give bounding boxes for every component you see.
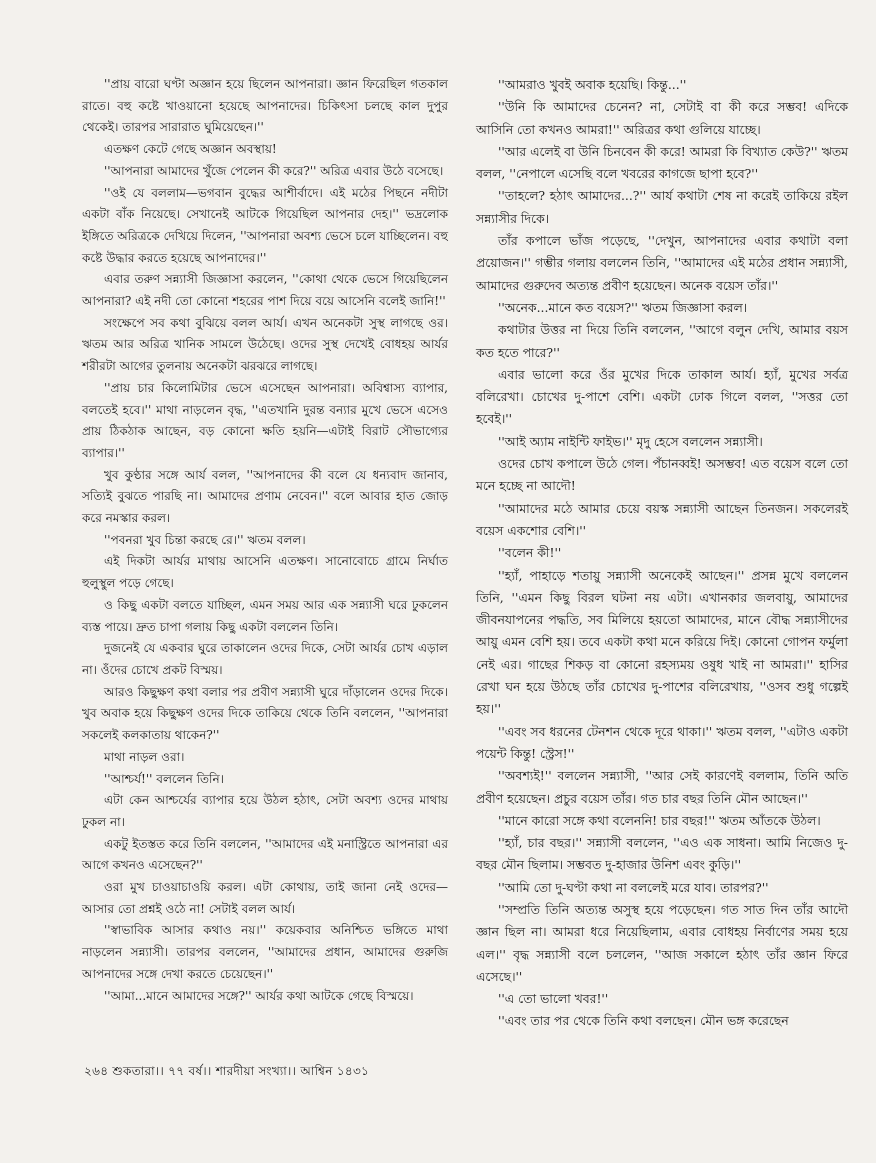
paragraph: ''প্রায় বারো ঘণ্টা অজ্ঞান হয়ে ছিলেন আপনারা। জ্ঞান ফিরেছিল গতকাল রাতে। বহু কষ্টে খাওয়ানো হয়েছে আপনাদের। চিকিৎসা চলছে কাল দুপুর থেকেই। তারপর সারারাত ঘুমিয়েছেন।'' bbox=[82, 77, 448, 135]
paragraph: ''অবশ্যই!'' বললেন সন্ন্যাসী, ''আর সেই কারণেই বললাম, তিনি অতি প্রবীণ হয়েছেন। প্রচুর বয়েস তাঁর। গত চার বছর তিনি মৌন আছেন।'' bbox=[476, 768, 848, 806]
paragraph: এবার তরুণ সন্ন্যাসী জিজ্ঞাসা করলেন, ''কোথা থেকে ভেসে গিয়েছিলেন আপনারা? এই নদী তো কোনো শহরের পাশ দিয়ে বয়ে আসেনি বলেই জানি!'' bbox=[82, 272, 448, 309]
paragraph: ''এবং সব ধরনের টেনশন থেকে দূরে থাকা।'' ঋতম বলল, ''এটাও একটা পয়েন্ট কিন্তু! স্ট্রেস!'' bbox=[476, 723, 848, 761]
paragraph: ''পবনরা খুব চিন্তা করছে রে।'' ঋতম বলল। bbox=[104, 532, 306, 547]
paragraph: এবার ভালো করে ওঁর মুখের দিকে তাকাল আর্য। হ্যাঁ, মুখের সর্বত্র বলিরেখা। চোখের দু-পাশে বেশি। একটা ঢোক গিলে বলল, ''সত্তর তো হবেই।'' bbox=[476, 366, 848, 427]
paragraph: এতক্ষণ কেটে গেছে অজ্ঞান অবস্থায়! bbox=[104, 142, 277, 157]
paragraph: ''বলেন কী!'' bbox=[498, 545, 562, 561]
paragraph: ''হ্যাঁ, চার বছর।'' সন্ন্যাসী বললেন, ''এও এক সাধনা। আমি নিজেও দু-বছর মৌন ছিলাম। সম্ভবত দু-হাজার উনিশ এবং কুড়ি।'' bbox=[476, 835, 848, 873]
paragraph: আরও কিছুক্ষণ কথা বলার পর প্রবীণ সন্ন্যাসী ঘুরে দাঁড়ালেন ওদের দিকে। খুব অবাক হয়ে কিছুক্ষণ ওদের দিকে তাকিয়ে থেকে তিনি বললেন, ''আপনারা সকলেই কলকাতায় থাকেন?'' bbox=[82, 684, 448, 743]
paragraph: ''আমা...মানে আমাদের সঙ্গে?'' আর্যর কথা আটকে গেছে বিস্ময়ে। bbox=[104, 988, 414, 1003]
paragraph: কথাটার উত্তর না দিয়ে তিনি বললেন, ''আগে বলুন দেখি, আমার বয়স কত হতে পারে?'' bbox=[476, 322, 848, 360]
paragraph: ''আপনারা আমাদের খুঁজে পেলেন কী করে?'' অরিত্র এবার উঠে বসেছে। bbox=[104, 163, 444, 178]
paragraph: তাঁর কপালে ভাঁজ পড়েছে, ''দেখুন, আপনাদের এবার কথাটা বলা প্রয়োজন।'' গম্ভীর গলায় বললেন তিনি, ''আমাদের এই মঠের প্রধান সন্ন্যাসী, আমাদের গুরুদেব অত্যন্ত প্রবীণ হয়েছেন। অনেক বয়েস তাঁর।'' bbox=[476, 233, 848, 293]
page-footer: ২৬৪ শুকতারা।। ৭৭ বর্ষ।। শারদীয়া সংখ্যা।। আশ্বিন ১৪৩১ bbox=[84, 1064, 370, 1078]
paragraph: ''স্বাভাবিক আসার কথাও নয়।'' কয়েকবার অনিশ্চিত ভঙ্গিতে মাথা নাড়লেন সন্ন্যাসী। তারপর বললেন, ''আমাদের প্রধান, আমাদের গুরুজি আপনাদের সঙ্গে দেখা করতে চেয়েছেন।'' bbox=[82, 923, 448, 981]
paragraph: ওদের চোখ কপালে উঠে গেল। পঁচানব্বই! অসম্ভব! এত বয়েস বলে তো মনে হচ্ছে না আদৌ! bbox=[476, 456, 848, 494]
paragraph: একটু ইতস্তত করে তিনি বললেন, ''আমাদের এই মনাস্ট্রিতে আপনারা এর আগে কখনও এসেছেন?'' bbox=[82, 836, 448, 873]
left-text-column bbox=[82, 74, 448, 1007]
paragraph: ''আশ্চর্য!'' বললেন তিনি। bbox=[104, 771, 224, 786]
paragraph: মাথা নাড়ল ওরা। bbox=[104, 749, 185, 764]
paragraph: খুব কুণ্ঠার সঙ্গে আর্য বলল, ''আপনাদের কী বলে যে ধন্যবাদ জানাব, সত্যিই বুঝতে পারছি না। আমাদের প্রণাম নেবেন।'' বলে আবার হাত জোড় করে নমস্কার করল। bbox=[82, 467, 448, 526]
paragraph: ''আমাদের মঠে আমার চেয়ে বয়স্ক সন্ন্যাসী আছেন তিনজন। সকলেরই বয়েস একশোর বেশি।'' bbox=[476, 500, 848, 538]
paragraph: ''প্রায় চার কিলোমিটার ভেসে এসেছেন আপনারা। অবিশ্বাস্য ব্যাপার, বলতেই হবে।'' মাথা নাড়লেন বৃদ্ধ, ''এতখানি দুরন্ত বন্যার মুখে ভেসে এসেও প্রায় ঠিকঠাক আছেন, বড় কোনো ক্ষতি হয়নি—এটাই বিরাট সৌভাগ্যের ব্যাপার।'' bbox=[82, 380, 448, 460]
paragraph: ''সম্প্রতি তিনি অত্যন্ত অসুস্থ হয়ে পড়েছেন। গত সাত দিন তাঁর আদৌ জ্ঞান ছিল না। আমরা ধরে নিয়েছিলাম, এবার বোধহয় নির্বাণের সময় হয়ে এল।'' বৃদ্ধ সন্ন্যাসী বলে চললেন, ''আজ সকালে হঠাৎ তাঁর জ্ঞান ফিরে এসেছে।'' bbox=[476, 901, 848, 984]
paragraph: ''হ্যাঁ, পাহাড়ে শতায়ু সন্ন্যাসী অনেকেই আছেন।'' প্রসন্ন মুখে বললেন তিনি, ''এমন কিছু বিরল ঘটনা নয় এটা। এখানকার জলবায়ু, আমাদের জীবনযাপনের পদ্ধতি, সব মিলিয়ে হয়তো আমাদের, মানে বৌদ্ধ সন্ন্যাসীদের আয়ু এমন বেশি হয়। তবে একটা কথা মনে করিয়ে দিই। কোনো গোপন ফর্মুলা নেই এর। গাছের শিকড় বা কোনো রহস্যময় ওষুধ খাই না আমরা।'' হাসির রেখা ঘন হয়ে উঠছে তাঁর চোখের দু-পাশের বলিরেখায়, ''ওসব শুধু গল্পেই হয়।'' bbox=[476, 567, 848, 717]
paragraph: ''উনি কি আমাদের চেনেন? না, সেটাই বা কী করে সম্ভব! এদিকে আসিনি তো কখনও আমরা!'' অরিত্রর কথা গুলিয়ে যাচ্ছে। bbox=[476, 99, 848, 137]
paragraph: ''আই অ্যাম নাইন্টি ফাইভ।'' মৃদু হেসে বললেন সন্ন্যাসী। bbox=[498, 433, 763, 449]
paragraph: ''এ তো ভালো খবর!'' bbox=[498, 991, 609, 1007]
paragraph: ''অনেক...মানে কত বয়েস?'' ঋতম জিজ্ঞাসা করল। bbox=[498, 299, 748, 315]
paragraph: সংক্ষেপে সব কথা বুঝিয়ে বলল আর্য। এখন অনেকটা সুস্থ লাগছে ওর। ঋতম আর অরিত্র খানিক সামলে উঠেছে। ওদের সুস্থ দেখেই বোধহয় আর্যর শরীরটা আগের তুলনায় অনেকটা ঝরঝরে লাগছে। bbox=[82, 315, 448, 374]
paragraph: ''আর এলেই বা উনি চিনবেন কী করে! আমরা কি বিখ্যাত কেউ?'' ঋতম বলল, ''নেপালে এসেছি বলে খবরের কাগজে ছাপা হবে?'' bbox=[476, 143, 848, 182]
paragraph: ''আমি তো দু-ঘণ্টা কথা না বললেই মরে যাব। তারপর?'' bbox=[498, 879, 769, 895]
paragraph: ''তাহলে? হঠাৎ আমাদের...?'' আর্য কথাটা শেষ না করেই তাকিয়ে রইল সন্ন্যাসীর দিকে। bbox=[476, 188, 848, 226]
paragraph: ''এবং তার পর থেকে তিনি কথা বলছেন। মৌন ভঙ্গ করেছেন bbox=[498, 1013, 789, 1029]
right-text-column bbox=[476, 74, 848, 1033]
paragraph: ''মানে কারো সঙ্গে কথা বলেননি! চার বছর!'' ঋতম আঁতকে উঠল। bbox=[498, 812, 821, 828]
paragraph: ''আমরাও খুবই অবাক হয়েছি। কিন্তু...'' bbox=[498, 77, 687, 92]
paragraph: এই দিকটা আর্যর মাথায় আসেনি এতক্ষণ। সানোবোচে গ্রামে নির্ঘাত হুলুস্থুল পড়ে গেছে। bbox=[82, 554, 448, 591]
paragraph: দুজনেই যে একবার ঘুরে তাকালেন ওদের দিকে, সেটা আর্যর চোখ এড়াল না। ওঁদের চোখে প্রকট বিস্ময়। bbox=[82, 641, 448, 677]
paragraph: ওরা মুখ চাওয়াচাওয়ি করল। এটা কোথায়, তাই জানা নেই ওদের—আসার তো প্রশ্নই ওঠে না! সেটাই বলল আর্য। bbox=[82, 880, 448, 916]
paragraph: ''ওই যে বললাম—ভগবান বুদ্ধের আশীর্বাদে। এই মঠের পিছনে নদীটা একটা বাঁক নিয়েছে। সেখানেই আটকে গিয়েছিল আপনার দেহ।'' ভদ্রলোক ইঙ্গিতে অরিত্রকে দেখিয়ে দিলেন, ''আপনারা অবশ্য ভেসে চলে যাচ্ছিলেন। বহু কষ্টে উদ্ধার করতে হয়েছে আপনাদের।'' bbox=[82, 185, 448, 265]
paragraph: ও কিছু একটা বলতে যাচ্ছিল, এমন সময় আর এক সন্ন্যাসী ঘরে ঢুকলেন ব্যস্ত পায়ে। দ্রুত চাপা গলায় কিছু একটা বললেন তিনি। bbox=[82, 597, 448, 634]
paragraph: এটা কেন আশ্চর্যের ব্যাপার হয়ে উঠল হঠাৎ, সেটা অবশ্য ওদের মাথায় ঢুকল না। bbox=[82, 793, 448, 829]
